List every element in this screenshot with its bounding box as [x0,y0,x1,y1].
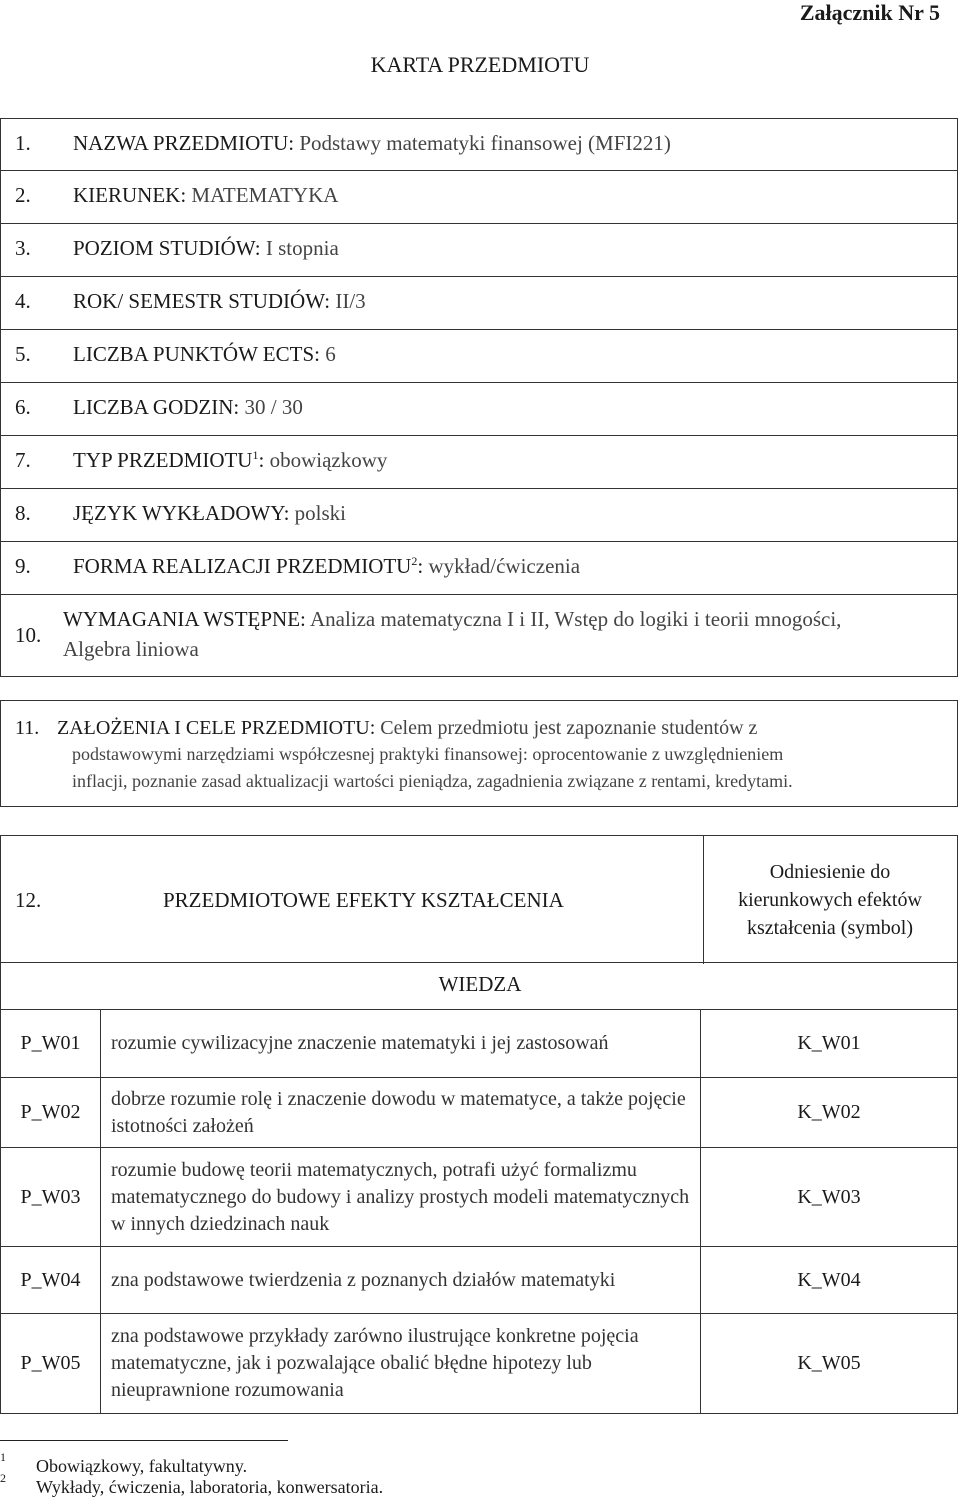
effect-reference: K_W05 [701,1314,958,1414]
item-number: 8. [15,501,31,525]
item-label: ROK/ SEMESTR STUDIÓW: [73,289,331,313]
footnote-mark: 2 [0,1471,6,1485]
item-label: KIERUNEK: [73,183,187,207]
effects-table [0,1009,958,1414]
table-row [1,1314,958,1414]
ref-header-line: kształcenia (symbol) [746,917,914,939]
effect-description: rozumie cywilizacyjne znaczenie matematyki i jej zastosowań [101,1010,701,1078]
item-label: ZAŁOŻENIA I CELE PRZEDMIOTU: [57,717,376,739]
item-value: II/3 [335,289,366,313]
effect-reference: K_W04 [701,1247,958,1314]
item-label: TYP PRZEDMIOTU [73,448,253,472]
effect-reference: K_W02 [701,1078,958,1148]
effect-description: rozumie budowę teorii matematycznych, potrafi użyć formalizmu matematycznego do budowy i analizy prostych modeli matematycznych w innych dziedzinach nauk [101,1148,701,1247]
attachment-label: Załącznik Nr 5 [799,0,940,25]
item-number: 11. [15,717,40,739]
table-row [1,1148,958,1247]
document-title: KARTA PRZEDMIOTU [370,52,590,77]
effect-reference: K_W03 [701,1148,958,1247]
item-row-10 [0,595,958,677]
footnote-text: Wykłady, ćwiczenia, laboratoria, konwersatoria. [36,1477,384,1497]
effects-header [0,835,958,963]
ref-header-line: kierunkowych efektów [738,889,922,911]
item-label: LICZBA GODZIN: [73,395,240,419]
effect-code: P_W04 [1,1247,101,1314]
item-row-4 [0,277,958,330]
effect-description: zna podstawowe twierdzenia z poznanych działów matematyki [101,1247,701,1314]
item-number: 5. [15,342,31,366]
item-value: Celem przedmiotu jest zapoznanie studentów z [380,717,758,739]
item-value: I stopnia [265,236,339,260]
item-value-line2: podstawowymi narzędziami współczesnej praktyki finansowej: oprocentowanie z uwzględnieniem [72,744,784,764]
ref-header-line: Odniesienie do [769,861,891,883]
item-label: POZIOM STUDIÓW: [73,236,261,260]
item-value-line3: inflacji, poznanie zasad aktualizacji wartości pieniądza, zagadnienia związane z rentami, kredytami. [72,771,793,791]
item-value: polski [294,501,346,525]
item-value: 30 / 30 [244,395,303,419]
item-number: 6. [15,395,31,419]
item-row-8 [0,489,958,542]
item-row-9: 9. FORMA REALIZACJI PRZEDMIOTU$^2$: wykład/ćwiczenia [0,542,958,595]
item-value: wykład/ćwiczenia [428,554,581,578]
footnote-mark: 1 [0,1450,6,1464]
item-label: FORMA REALIZACJI PRZEDMIOTU [73,554,412,578]
item-row-7: 7. TYP PRZEDMIOTU$^1$: obowiązkowy [0,436,958,489]
section-header [0,962,958,1010]
item-label: JĘZYK WYKŁADOWY: [73,501,290,525]
item-label: WYMAGANIA WSTĘPNE: [63,607,306,631]
effect-code: P_W05 [1,1314,101,1414]
footnote-ref: 2 [411,554,418,568]
footnote-text: Obowiązkowy, fakultatywny. [36,1456,248,1476]
effect-reference: K_W01 [701,1010,958,1078]
table-row [1,1078,958,1148]
item-value: 6 [325,342,336,366]
effect-code: P_W01 [1,1010,101,1078]
item-number: 4. [15,289,31,313]
item-number: 1. [15,131,31,155]
item-number: 9. [15,554,31,578]
footnote-separator [0,1440,288,1441]
effect-code: P_W03 [1,1148,101,1247]
item-row-5 [0,330,958,383]
effect-code: P_W02 [1,1078,101,1148]
effect-description: zna podstawowe przykłady zarówno ilustrujące konkretne pojęcia matematyczne, jak i pozwalające obalić błędne hipotezy lub nieuprawnione rozumowania [101,1314,701,1414]
item-row-3 [0,224,958,277]
item-number: 2. [15,183,31,207]
item-value-cont: Algebra liniowa [63,637,199,661]
item-row-2 [0,171,958,224]
item-number: 7. [15,448,31,472]
item-number: 12. [15,888,42,912]
item-row-1 [0,118,958,171]
item-label: LICZBA PUNKTÓW ECTS: [73,342,320,366]
section-title: WIEDZA [438,972,522,996]
footnote-ref: 1 [252,448,259,462]
table-row [1,1010,958,1078]
item-label: NAZWA PRZEDMIOTU: [73,131,295,155]
effects-title: PRZEDMIOTOWE EFEKTY KSZTAŁCENIA [163,888,564,912]
item-value: obowiązkowy [269,448,388,472]
effect-description: dobrze rozumie rolę i znaczenie dowodu w matematyce, a także pojęcie istotności założeń [101,1078,701,1148]
item-value: MATEMATYKA [191,183,339,207]
item-number: 10. [15,623,42,647]
item-row-6 [0,383,958,436]
item-value: Analiza matematyczna I i II, Wstęp do logiki i teorii mnogości, [309,607,842,631]
item-value: Podstawy matematyki finansowej (MFI221) [299,131,671,155]
item-number: 3. [15,236,31,260]
table-row [1,1247,958,1314]
goals-box [0,700,958,807]
